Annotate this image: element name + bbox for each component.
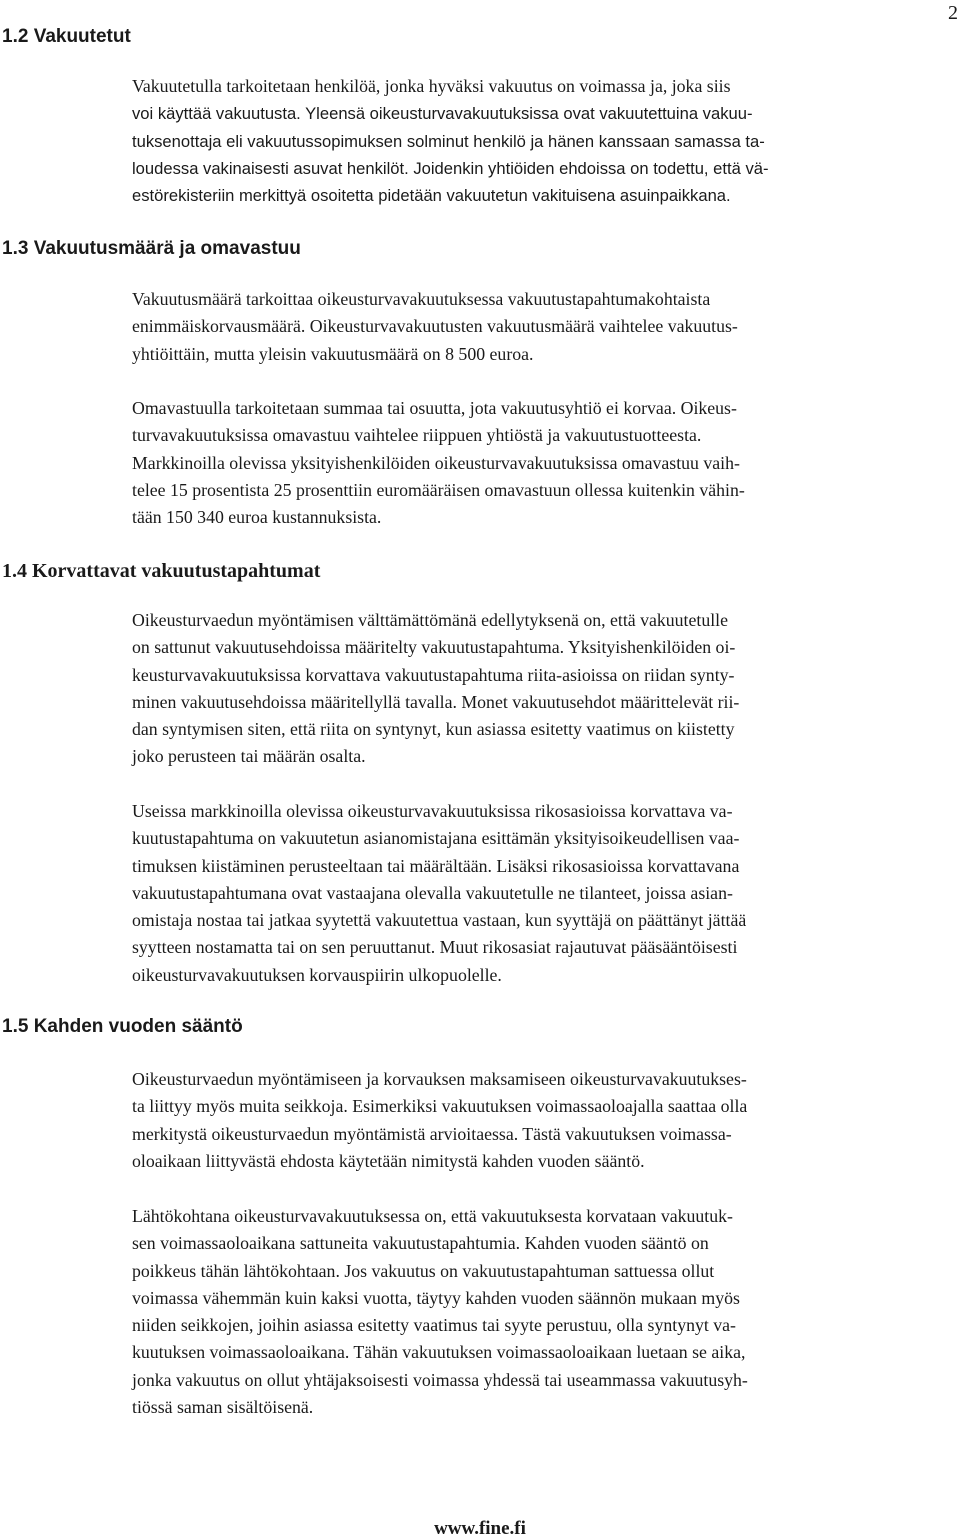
text-line: loudessa vakinaisesti asuvat henkilöt. Joidenkin yhtiöiden ehdoissa on todettu, että vä- <box>132 158 769 178</box>
paragraph-omavastuu <box>132 395 958 531</box>
paragraph-kahden-vuoden-2 <box>132 1203 958 1421</box>
paragraph-vakuutusmaara <box>132 286 958 368</box>
text-line: tuksenottaja eli vakuutussopimuksen solminut henkilö ja hänen kanssaan samassa ta- <box>132 131 765 151</box>
text-line: timuksen kiistäminen perusteeltaan tai määrältään. Lisäksi rikosasioissa korvattavana <box>132 855 740 876</box>
text-line: kuutustapahtuma on vakuutetun asianomistajana esittämän yksityisoikeudellisen vaa- <box>132 828 740 849</box>
text-line: niiden seikkojen, joihin asiassa esitetty vaatimus tai syyte perustuu, olla syntynyt va- <box>132 1315 736 1336</box>
text-line: Markkinoilla olevissa yksityishenkilöiden oikeusturvavakuutuksissa omavastuu vaih- <box>132 452 740 473</box>
text-line: Lähtökohtana oikeusturvavakuutuksessa on, että vakuutuksesta korvataan vakuutuk- <box>132 1206 733 1226</box>
section-heading-vakuutusmaara: 1.3 Vakuutusmäärä ja omavastuu <box>2 238 301 259</box>
text-line: Oikeusturvaedun myöntämiseen ja korvauksen maksamiseen oikeusturvavakuutukses- <box>132 1069 747 1089</box>
text-line: vakuutustapahtumana ovat vastaajana olevalla vakuutetulle ne tilanteet, joissa asian- <box>132 882 733 903</box>
paragraph-korvattavat-2 <box>132 798 958 989</box>
text-line: dan syntymisen siten, että riita on syntynyt, kun asiassa esitetty vaatimus on kiistetty <box>132 719 735 740</box>
text-line: estörekisteriin merkittyä osoitetta pidetään vakuutetun vakituisena asuinpaikkana. <box>132 186 731 206</box>
text-line: keusturvavakuutuksissa korvattava vakuutustapahtuma riita-asioissa on riidan synty- <box>132 664 735 685</box>
text-line: merkitystä oikeusturvaedun myöntämistä arvioitaessa. Tästä vakuutuksen voimassa- <box>132 1123 732 1144</box>
text-line: Vakuutetulla tarkoitetaan henkilöä, jonka hyväksi vakuutus on voimassa ja, joka siis <box>132 76 731 96</box>
text-line: kuutuksen voimassaoloaikana. Tähän vakuutuksen voimassaoloaikaan luetaan se aika, <box>132 1342 746 1363</box>
paragraph-korvattavat-1 <box>132 607 958 771</box>
text-line: telee 15 prosentista 25 prosenttiin euromääräisen omavastuun ollessa kuitenkin vähin- <box>132 479 745 500</box>
text-line: yhtiöittäin, mutta yleisin vakuutusmäärä on 8 500 euroa. <box>132 343 534 364</box>
text-line: tään 150 340 euroa kustannuksista. <box>132 507 382 528</box>
text-line: tiössä saman sisältöisenä. <box>132 1397 314 1418</box>
text-line: oikeusturvavakuutuksen korvauspiirin ulkopuolelle. <box>132 964 502 985</box>
section-heading-kahden-vuoden-saanto: 1.5 Kahden vuoden sääntö <box>2 1016 243 1037</box>
text-line: poikkeus tähän lähtökohtaan. Jos vakuutus on vakuutustapahtuman sattuessa ollut <box>132 1260 715 1281</box>
text-line: omistaja nostaa tai jatkaa syytettä vakuutettua vastaan, kun syyttäjä on päättänyt jättää <box>132 910 747 931</box>
text-line: sen voimassaoloaikana sattuneita vakuutustapahtumia. Kahden vuoden sääntö on <box>132 1233 709 1254</box>
text-line: voimassa vähemmän kuin kaksi vuotta, täytyy kahden vuoden säännön mukaan myös <box>132 1287 740 1308</box>
text-line: jonka vakuutus on ollut yhtäjaksoisesti voimassa yhdessä tai useammassa vakuutusyh- <box>132 1369 748 1390</box>
text-line: Oikeusturvaedun myöntämisen välttämättömänä edellytyksenä on, että vakuutetulle <box>132 610 728 630</box>
section-heading-vakuutetut: 1.2 Vakuutetut <box>2 26 131 47</box>
text-line: ta liittyy myös muita seikkoja. Esimerkiksi vakuutuksen voimassaoloajalla saattaa olla <box>132 1096 748 1117</box>
text-line: Useissa markkinoilla olevissa oikeusturvavakuutuksissa rikosasioissa korvattava va- <box>132 801 733 821</box>
text-line: oloaikaan liittyvästä ehdosta käytetään nimitystä kahden vuoden sääntö. <box>132 1150 645 1171</box>
text-line: on sattunut vakuutusehdoissa määritelty vakuutustapahtuma. Yksityishenkilöiden oi- <box>132 637 736 658</box>
text-line: voi käyttää vakuutusta. Yleensä oikeusturvavakuutuksissa ovat vakuutettuina vakuu- <box>132 104 753 124</box>
section-heading-korvattavat: 1.4 Korvattavat vakuutustapahtumat <box>2 560 321 582</box>
paragraph-vakuutetut <box>132 73 958 209</box>
text-line: enimmäiskorvausmäärä. Oikeusturvavakuutusten vakuutusmäärä vaihtelee vakuutus- <box>132 316 738 337</box>
text-line: joko perusteen tai määrän osalta. <box>132 746 366 767</box>
page-number: 2 <box>948 2 958 24</box>
paragraph-kahden-vuoden-1 <box>132 1066 958 1175</box>
text-line: Vakuutusmäärä tarkoittaa oikeusturvavakuutuksessa vakuutustapahtumakohtaista <box>132 289 711 309</box>
text-line: syytteen nostamatta tai on sen peruuttanut. Muut rikosasiat rajautuvat pääsääntöisesti <box>132 937 738 958</box>
text-line: turvavakuutuksissa omavastuu vaihtelee riippuen yhtiöstä ja vakuutustuotteesta. <box>132 425 702 446</box>
text-line: Omavastuulla tarkoitetaan summaa tai osuutta, jota vakuutusyhtiö ei korvaa. Oikeus- <box>132 398 737 418</box>
text-line: minen vakuutusehdoissa määritellyllä tavalla. Monet vakuutusehdot määrittelevät rii- <box>132 691 740 712</box>
footer-url: www.fine.fi <box>434 1518 526 1539</box>
